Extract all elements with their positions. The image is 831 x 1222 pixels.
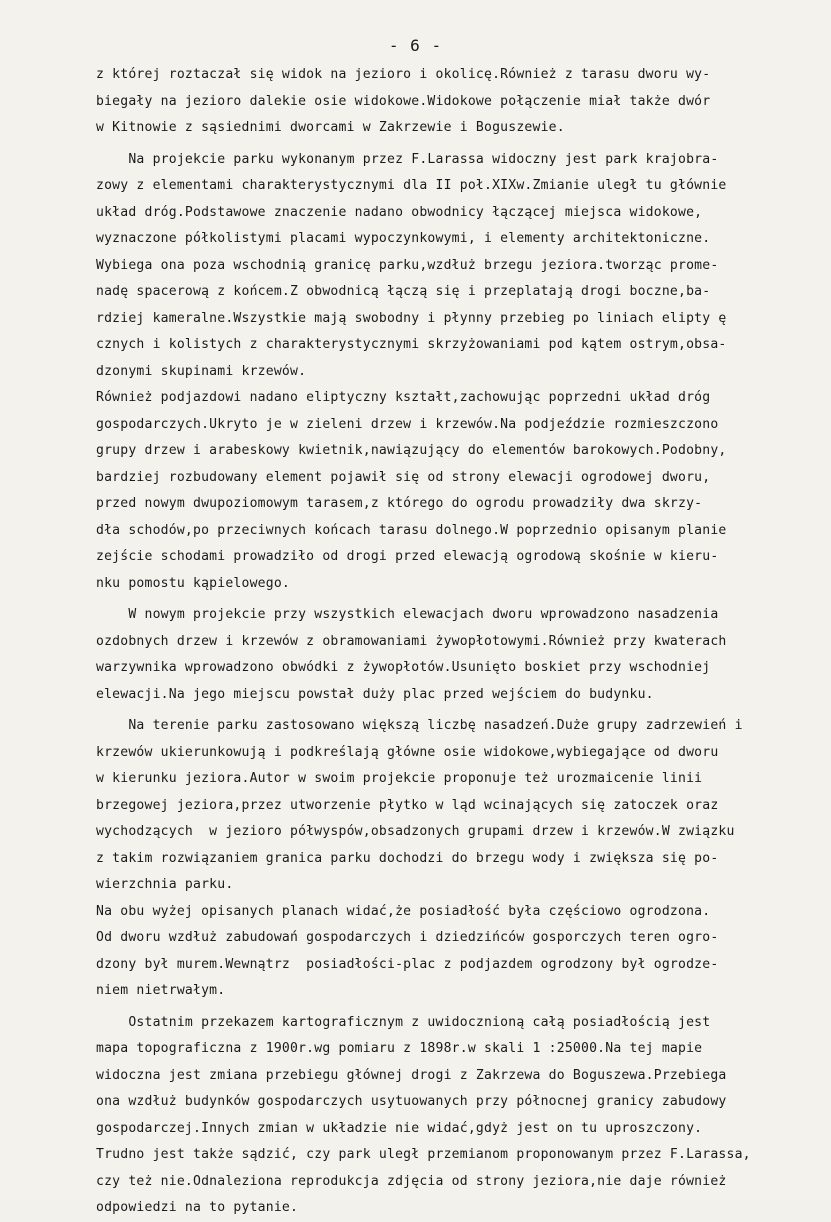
text-line: Na terenie parku zastosowano większą liczbę nasadzeń.Duże grupy zadrzewień i bbox=[96, 718, 743, 733]
text-line: gospodarczej.Innych zmian w układzie nie widać,gdyż jest on tu uproszczony. bbox=[96, 1120, 703, 1136]
text-line: warzywnika wprowadzono obwódki z żywopłotów.Usunięto boskiet przy wschodniej bbox=[96, 660, 711, 675]
text-line: w Kitnowie z sąsiednimi dworcami w Zakrzewie i Boguszewie. bbox=[96, 120, 565, 135]
text-line: brzegowej jeziora,przez utworzenie płytko w ląd wcinających się zatoczek oraz bbox=[96, 797, 719, 813]
text-line: Również podjazdowi nadano eliptyczny kształt,zachowując poprzedni układ dróg bbox=[96, 390, 711, 405]
text-line: Ostatnim przekazem kartograficznym z uwidocznioną całą posiadłością jest bbox=[96, 1014, 711, 1030]
text-line: dzonymi skupinami krzewów. bbox=[96, 363, 307, 379]
text-line: W nowym projekcie przy wszystkich elewacjach dworu wprowadzono nasadzenia bbox=[96, 607, 719, 622]
text-line: widoczna jest zmiana przebiegu głównej drogi z Zakrzewa do Boguszewa.Przebiega bbox=[96, 1067, 727, 1083]
text-line: wyznaczone półkolistymi placami wypoczynkowymi, i elementy architektoniczne. bbox=[96, 231, 711, 246]
text-line: rdziej kameralne.Wszystkie mają swobodny i płynny przebieg po liniach elipty ę bbox=[96, 310, 727, 326]
text-line: mapa topograficzna z 1900r.wg pomiaru z 1898r.w skali 1 :25000.Na tej mapie bbox=[96, 1041, 703, 1056]
text-line: układ dróg.Podstawowe znaczenie nadano obwodnicy łączącej miejsca widokowe, bbox=[96, 204, 703, 220]
text-line: wierzchnia parku. bbox=[96, 877, 234, 892]
text-line: w kierunku jeziora.Autor w swoim projekcie proponuje też urozmaicenie linii bbox=[96, 771, 703, 786]
text-line: Trudno jest także sądzić, czy park uległ przemianom proponowanym przez F.Larassa, bbox=[96, 1147, 751, 1162]
paragraph bbox=[96, 62, 756, 142]
text-line: Na obu wyżej opisanych planach widać,że posiadłość była częściowo ogrodzona. bbox=[96, 903, 711, 919]
text-line: z której roztaczał się widok na jezioro i okolicę.Również z tarasu dworu wy- bbox=[96, 67, 711, 82]
body-text bbox=[96, 62, 756, 1222]
text-line: elewacji.Na jego miejscu powstał duży plac przed wejściem do budynku. bbox=[96, 686, 654, 702]
text-line: cznych i kolistych z charakterystycznymi skrzyżowaniami pod kątem ostrym,obsa- bbox=[96, 337, 727, 352]
paragraph bbox=[96, 147, 756, 598]
text-line: bardziej rozbudowany element pojawił się od strony elewacji ogrodowej dworu, bbox=[96, 469, 711, 485]
paragraph bbox=[96, 602, 756, 708]
page-number: - 6 - bbox=[388, 36, 443, 55]
text-line: Wybiega ona poza wschodnią granicę parku,wzdłuż brzegu jeziora.tworząc prome- bbox=[96, 257, 719, 273]
text-line: grupy drzew i arabeskowy kwietnik,nawiązujący do elementów barokowych.Podobny, bbox=[96, 443, 727, 458]
text-line: dła schodów,po przeciwnych końcach tarasu dolnego.W poprzednio opisanym planie bbox=[96, 522, 727, 538]
paragraph bbox=[96, 1010, 756, 1222]
text-line: Od dworu wzdłuż zabudowań gospodarczych i dziedzińców gosporczych teren ogro- bbox=[96, 930, 719, 945]
text-line: czy też nie.Odnaleziona reprodukcja zdjęcia od strony jeziora,nie daje również bbox=[96, 1173, 727, 1189]
text-line: biegały na jezioro dalekie osie widokowe.Widokowe połączenie miał także dwór bbox=[96, 93, 711, 109]
text-line: dzony był murem.Wewnątrz posiadłości-plac z podjazdem ogrodzony był ogrodze- bbox=[96, 956, 719, 972]
text-line: nku pomostu kąpielowego. bbox=[96, 575, 290, 591]
text-line: odpowiedzi na to pytanie. bbox=[96, 1200, 299, 1215]
text-line: zowy z elementami charakterystycznymi dla II poł.XIXw.Zmianie uległ tu głównie bbox=[96, 178, 727, 193]
text-line: przed nowym dwupoziomowym tarasem,z którego do ogrodu prowadziły dwa skrzy- bbox=[96, 496, 703, 511]
text-line: ona wzdłuż budynków gospodarczych usytuowanych przy północnej granicy zabudowy bbox=[96, 1094, 727, 1109]
text-line: niem nietrwałym. bbox=[96, 983, 226, 998]
text-line: nadę spacerową z końcem.Z obwodnicą łączą się i przeplatają drogi boczne,ba- bbox=[96, 284, 711, 299]
text-line: wychodzących w jezioro półwyspów,obsadzonych grupami drzew i krzewów.W związku bbox=[96, 824, 735, 839]
text-line: gospodarczych.Ukryto je w zieleni drzew i krzewów.Na podjeździe rozmieszczono bbox=[96, 416, 719, 432]
text-line: Na projekcie parku wykonanym przez F.Larassa widoczny jest park krajobra- bbox=[96, 151, 719, 167]
text-line: z takim rozwiązaniem granica parku dochodzi do brzegu wody i zwiększa się po- bbox=[96, 850, 719, 866]
text-line: ozdobnych drzew i krzewów z obramowaniami żywopłotowymi.Również przy kwaterach bbox=[96, 633, 727, 649]
text-line: zejście schodami prowadziło od drogi przed elewacją ogrodową skośnie w kieru- bbox=[96, 549, 719, 564]
paragraph bbox=[96, 713, 756, 1005]
text-line: krzewów ukierunkowują i podkreślają główne osie widokowe,wybiegające od dworu bbox=[96, 744, 719, 760]
